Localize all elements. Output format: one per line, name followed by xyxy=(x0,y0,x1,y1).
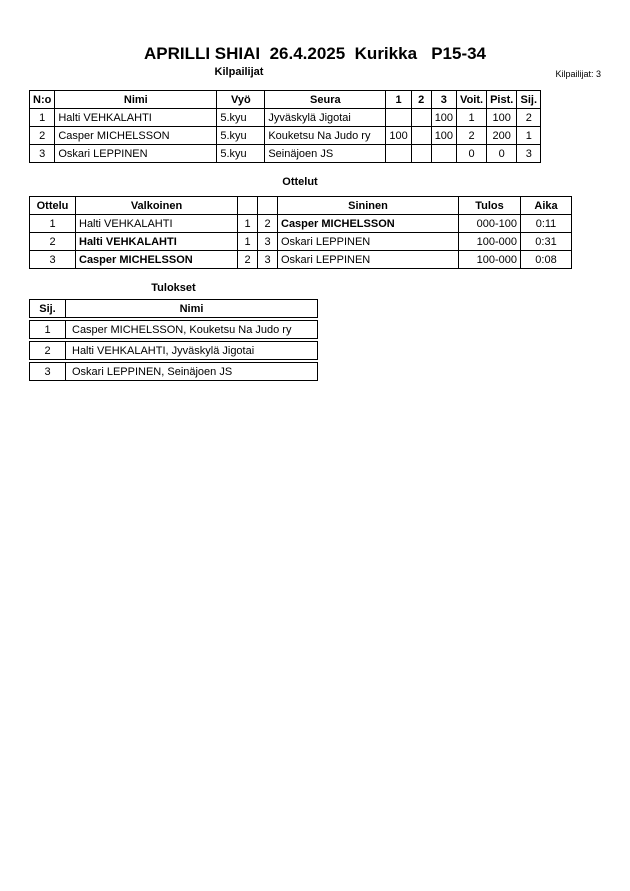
cell-no: 1 xyxy=(30,109,55,127)
results-section-title: Tulokset xyxy=(151,282,196,294)
cell-r2 xyxy=(411,145,431,163)
cell-match-no: 3 xyxy=(30,251,76,269)
match-row xyxy=(30,215,572,233)
cell-rank: 2 xyxy=(30,342,66,359)
matches-table xyxy=(29,196,572,269)
cell-rank: 3 xyxy=(30,363,66,380)
results-table xyxy=(29,299,318,383)
header-club: Seura xyxy=(265,91,386,109)
header-white-no xyxy=(238,197,258,215)
cell-belt: 5.kyu xyxy=(217,145,265,163)
cell-points: 100 xyxy=(487,109,517,127)
cell-wins: 0 xyxy=(457,145,487,163)
header-result: Tulos xyxy=(459,197,521,215)
result-row xyxy=(29,362,318,381)
result-row xyxy=(29,320,318,339)
cell-no: 2 xyxy=(30,127,55,145)
cell-blue-no: 3 xyxy=(258,233,278,251)
competitors-header-row xyxy=(30,91,541,109)
cell-match-no: 1 xyxy=(30,215,76,233)
cell-blue-no: 2 xyxy=(258,215,278,233)
header-white: Valkoinen xyxy=(76,197,238,215)
cell-white-no: 1 xyxy=(238,215,258,233)
cell-r3: 100 xyxy=(431,109,456,127)
cell-result: 100-000 xyxy=(459,251,521,269)
matches-section-title: Ottelut xyxy=(282,176,318,188)
competitors-table xyxy=(29,90,541,163)
results-header-row xyxy=(29,299,318,318)
cell-rank: 1 xyxy=(517,127,541,145)
cell-time: 0:31 xyxy=(521,233,572,251)
cell-points: 200 xyxy=(487,127,517,145)
cell-blue-no: 3 xyxy=(258,251,278,269)
cell-name: Halti VEHKALAHTI, Jyväskylä Jigotai xyxy=(72,344,255,357)
header-r3: 3 xyxy=(431,91,456,109)
cell-r1 xyxy=(386,145,411,163)
header-wins: Voit. xyxy=(457,91,487,109)
match-row xyxy=(30,233,572,251)
cell-belt: 5.kyu xyxy=(217,127,265,145)
cell-r2 xyxy=(411,127,431,145)
match-row xyxy=(30,251,572,269)
cell-r3: 100 xyxy=(431,127,456,145)
matches-header-row xyxy=(30,197,572,215)
cell-blue-name: Oskari LEPPINEN xyxy=(278,233,459,251)
header-blue-no xyxy=(258,197,278,215)
cell-name: Halti VEHKALAHTI xyxy=(55,109,217,127)
header-blue: Sininen xyxy=(278,197,459,215)
page-title: APRILLI SHIAI 26.4.2025 Kurikka P15-34 xyxy=(143,44,487,63)
competitors-row xyxy=(30,145,541,163)
cell-r1: 100 xyxy=(386,127,411,145)
header-no: N:o xyxy=(30,91,55,109)
header-name: Nimi xyxy=(179,302,204,315)
header-points: Pist. xyxy=(487,91,517,109)
cell-result: 100-000 xyxy=(459,233,521,251)
result-row xyxy=(29,341,318,360)
cell-blue-name: Oskari LEPPINEN xyxy=(278,251,459,269)
competitors-section-title: Kilpailijat xyxy=(214,66,264,78)
cell-rank: 1 xyxy=(30,321,66,338)
cell-name: Casper MICHELSSON, Kouketsu Na Judo ry xyxy=(72,323,292,336)
header-r2: 2 xyxy=(411,91,431,109)
cell-time: 0:08 xyxy=(521,251,572,269)
competitors-row xyxy=(30,127,541,145)
cell-name: Casper MICHELSSON xyxy=(55,127,217,145)
cell-white-name: Casper MICHELSSON xyxy=(76,251,238,269)
cell-club: Jyväskylä Jigotai xyxy=(265,109,386,127)
header-rank: Sij. xyxy=(30,300,66,317)
cell-white-name: Halti VEHKALAHTI xyxy=(76,233,238,251)
header-r1: 1 xyxy=(386,91,411,109)
competitors-row xyxy=(30,109,541,127)
cell-wins: 2 xyxy=(457,127,487,145)
cell-rank: 2 xyxy=(517,109,541,127)
cell-r2 xyxy=(411,109,431,127)
cell-club: Seinäjoen JS xyxy=(265,145,386,163)
cell-points: 0 xyxy=(487,145,517,163)
cell-no: 3 xyxy=(30,145,55,163)
header-time: Aika xyxy=(521,197,572,215)
cell-name: Oskari LEPPINEN, Seinäjoen JS xyxy=(72,365,233,378)
cell-white-no: 2 xyxy=(238,251,258,269)
cell-rank: 3 xyxy=(517,145,541,163)
header-rank: Sij. xyxy=(517,91,541,109)
header-belt: Vyö xyxy=(217,91,265,109)
cell-white-name: Halti VEHKALAHTI xyxy=(76,215,238,233)
cell-r1 xyxy=(386,109,411,127)
header-name: Nimi xyxy=(55,91,217,109)
cell-time: 0:11 xyxy=(521,215,572,233)
cell-club: Kouketsu Na Judo ry xyxy=(265,127,386,145)
cell-name: Oskari LEPPINEN xyxy=(55,145,217,163)
cell-white-no: 1 xyxy=(238,233,258,251)
cell-wins: 1 xyxy=(457,109,487,127)
cell-r3 xyxy=(431,145,456,163)
competitors-count: Kilpailijat: 3 xyxy=(555,69,601,79)
cell-blue-name: Casper MICHELSSON xyxy=(278,215,459,233)
header-match: Ottelu xyxy=(30,197,76,215)
cell-match-no: 2 xyxy=(30,233,76,251)
cell-result: 000-100 xyxy=(459,215,521,233)
cell-belt: 5.kyu xyxy=(217,109,265,127)
